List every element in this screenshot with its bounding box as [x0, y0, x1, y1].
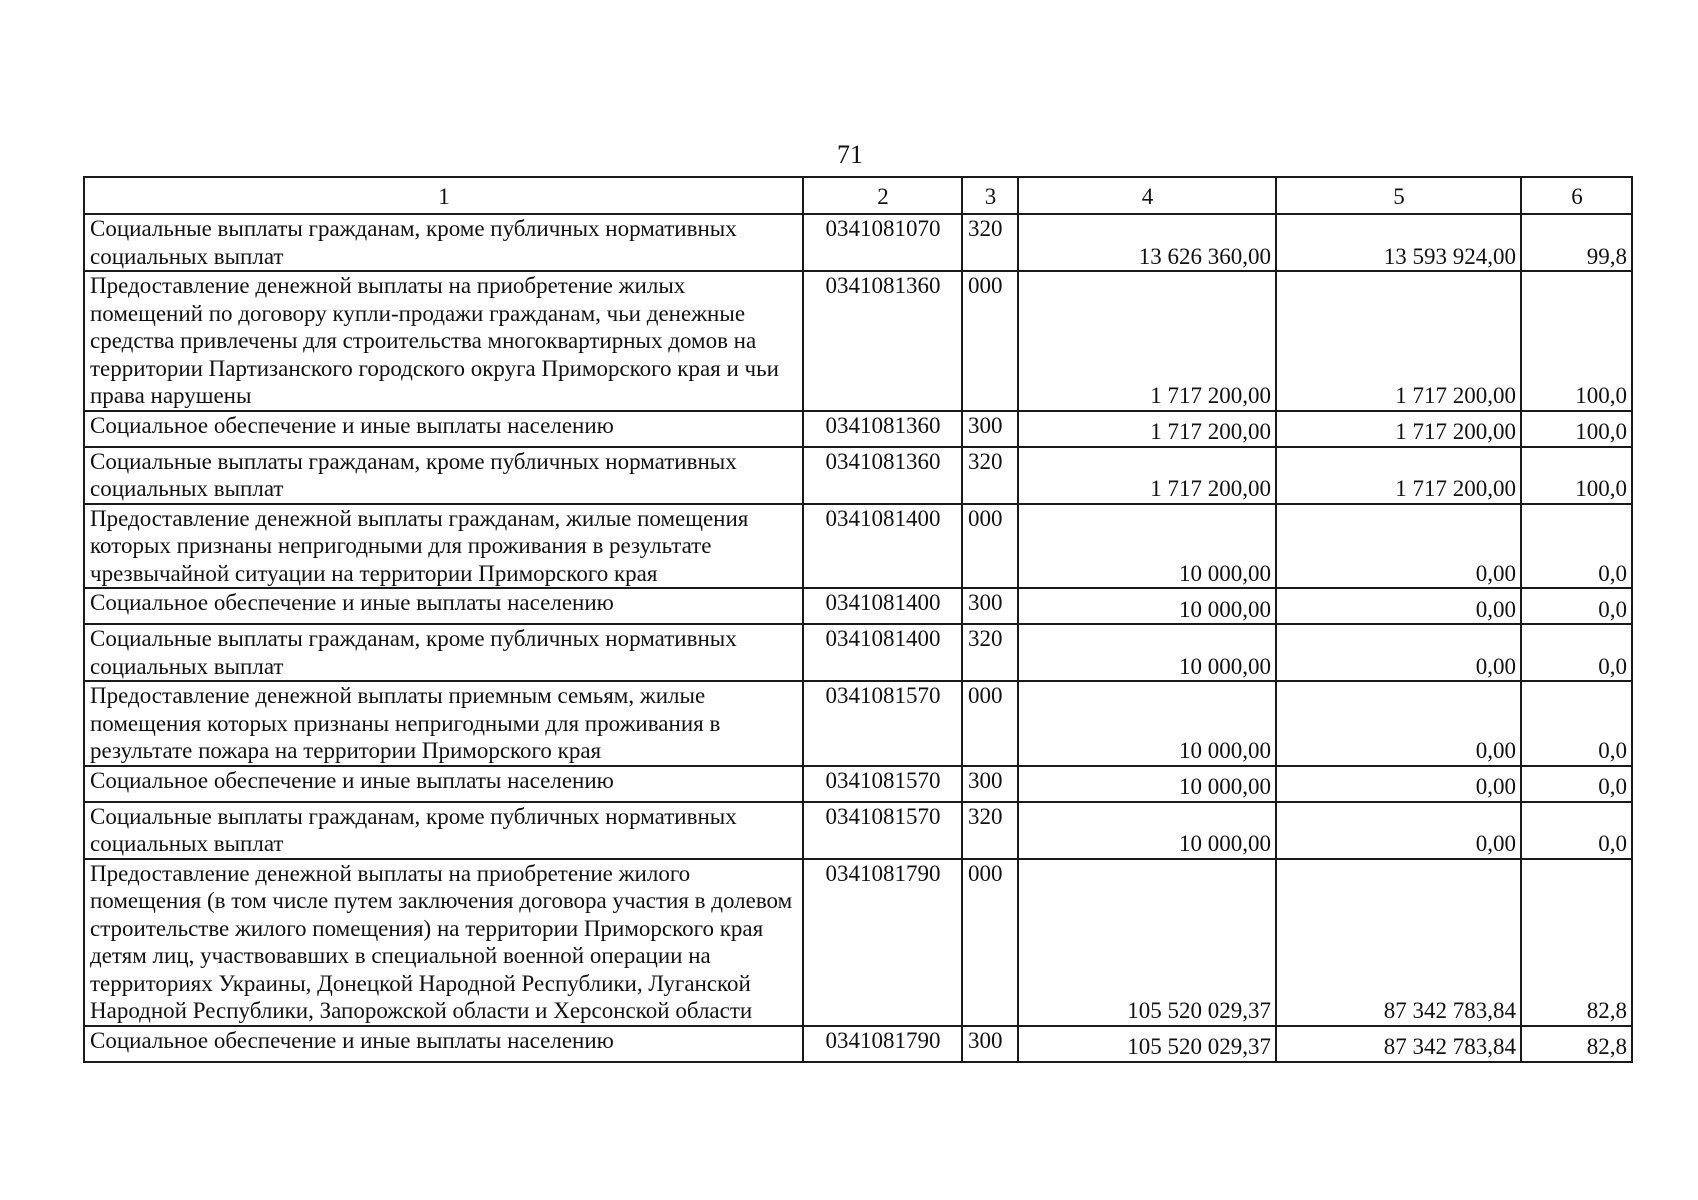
row-plan: 105 520 029,37 [1018, 859, 1276, 1026]
row-code: 0341081360 [803, 447, 962, 504]
row-percent: 0,0 [1521, 802, 1632, 859]
row-type: 000 [962, 681, 1018, 766]
table-row [84, 214, 1632, 271]
row-type: 000 [962, 271, 1018, 411]
row-plan: 1 717 200,00 [1018, 271, 1276, 411]
table-row [84, 588, 1632, 624]
row-name: Социальное обеспечение и иные выплаты населению [84, 766, 803, 802]
table-header-row [84, 177, 1632, 214]
row-name: Предоставление денежной выплаты на приобретение жилого помещения (в том числе путем заключения договора участия в долевом строительстве жилого помещения) на территории Приморского края детям лиц, участвовавших в специальной военной операции на территориях Украины, Донецкой Народной Республики, Луганской Народной Республики, Запорожской области и Херсонской области [84, 859, 803, 1026]
row-plan: 1 717 200,00 [1018, 447, 1276, 504]
row-plan: 10 000,00 [1018, 681, 1276, 766]
row-percent: 82,8 [1521, 859, 1632, 1026]
row-actual: 0,00 [1276, 504, 1521, 589]
table-row [84, 859, 1632, 1026]
row-actual: 1 717 200,00 [1276, 447, 1521, 504]
row-code: 0341081400 [803, 504, 962, 589]
row-percent: 0,0 [1521, 624, 1632, 681]
row-name: Социальное обеспечение и иные выплаты населению [84, 1026, 803, 1062]
row-actual: 0,00 [1276, 588, 1521, 624]
row-actual: 0,00 [1276, 766, 1521, 802]
row-type: 320 [962, 624, 1018, 681]
row-plan: 10 000,00 [1018, 504, 1276, 589]
row-type: 300 [962, 411, 1018, 447]
row-actual: 1 717 200,00 [1276, 271, 1521, 411]
row-percent: 100,0 [1521, 447, 1632, 504]
row-actual: 0,00 [1276, 681, 1521, 766]
row-percent: 0,0 [1521, 766, 1632, 802]
row-code: 0341081070 [803, 214, 962, 271]
header-cell-6: 6 [1521, 177, 1632, 214]
header-cell-5: 5 [1276, 177, 1521, 214]
row-percent: 100,0 [1521, 271, 1632, 411]
row-plan: 105 520 029,37 [1018, 1026, 1276, 1062]
header-cell-4: 4 [1018, 177, 1276, 214]
row-actual: 87 342 783,84 [1276, 859, 1521, 1026]
row-name: Предоставление денежной выплаты приемным семьям, жилые помещения которых признаны непригодными для проживания в результате пожара на территории Приморского края [84, 681, 803, 766]
row-name: Предоставление денежной выплаты на приобретение жилых помещений по договору купли-продажи гражданам, чьи денежные средства привлечены для строительства многоквартирных домов на территории Партизанского городского округа Приморского края и чьи права нарушены [84, 271, 803, 411]
row-type: 300 [962, 766, 1018, 802]
row-percent: 0,0 [1521, 588, 1632, 624]
row-plan: 10 000,00 [1018, 624, 1276, 681]
row-type: 000 [962, 504, 1018, 589]
row-code: 0341081400 [803, 588, 962, 624]
row-type: 320 [962, 214, 1018, 271]
row-code: 0341081570 [803, 766, 962, 802]
budget-table [83, 176, 1633, 1063]
row-plan: 13 626 360,00 [1018, 214, 1276, 271]
table-row [84, 271, 1632, 411]
row-code: 0341081570 [803, 681, 962, 766]
table-row [84, 504, 1632, 589]
row-code: 0341081570 [803, 802, 962, 859]
row-actual: 87 342 783,84 [1276, 1026, 1521, 1062]
table-row [84, 447, 1632, 504]
row-actual: 13 593 924,00 [1276, 214, 1521, 271]
header-cell-2: 2 [803, 177, 962, 214]
row-code: 0341081360 [803, 411, 962, 447]
row-name: Социальные выплаты гражданам, кроме публичных нормативных социальных выплат [84, 624, 803, 681]
row-type: 320 [962, 802, 1018, 859]
row-name: Социальные выплаты гражданам, кроме публичных нормативных социальных выплат [84, 447, 803, 504]
table-row [84, 411, 1632, 447]
row-percent: 100,0 [1521, 411, 1632, 447]
header-cell-3: 3 [962, 177, 1018, 214]
row-actual: 0,00 [1276, 624, 1521, 681]
row-type: 300 [962, 588, 1018, 624]
row-actual: 1 717 200,00 [1276, 411, 1521, 447]
row-name: Социальные выплаты гражданам, кроме публичных нормативных социальных выплат [84, 802, 803, 859]
row-code: 0341081790 [803, 1026, 962, 1062]
row-name: Социальное обеспечение и иные выплаты населению [84, 588, 803, 624]
row-plan: 10 000,00 [1018, 802, 1276, 859]
page-number: 71 [837, 140, 863, 169]
row-percent: 82,8 [1521, 1026, 1632, 1062]
row-type: 000 [962, 859, 1018, 1026]
row-plan: 1 717 200,00 [1018, 411, 1276, 447]
table-row [84, 681, 1632, 766]
table-row [84, 1026, 1632, 1062]
row-percent: 0,0 [1521, 504, 1632, 589]
row-type: 300 [962, 1026, 1018, 1062]
row-name: Социальные выплаты гражданам, кроме публичных нормативных социальных выплат [84, 214, 803, 271]
row-name: Предоставление денежной выплаты гражданам, жилые помещения которых признаны непригодными для проживания в результате чрезвычайной ситуации на территории Приморского края [84, 504, 803, 589]
row-plan: 10 000,00 [1018, 766, 1276, 802]
table-row [84, 802, 1632, 859]
header-cell-1: 1 [84, 177, 803, 214]
row-percent: 99,8 [1521, 214, 1632, 271]
table-row [84, 624, 1632, 681]
row-code: 0341081360 [803, 271, 962, 411]
row-plan: 10 000,00 [1018, 588, 1276, 624]
row-type: 320 [962, 447, 1018, 504]
row-code: 0341081400 [803, 624, 962, 681]
row-percent: 0,0 [1521, 681, 1632, 766]
table-row [84, 766, 1632, 802]
row-code: 0341081790 [803, 859, 962, 1026]
row-name: Социальное обеспечение и иные выплаты населению [84, 411, 803, 447]
row-actual: 0,00 [1276, 802, 1521, 859]
